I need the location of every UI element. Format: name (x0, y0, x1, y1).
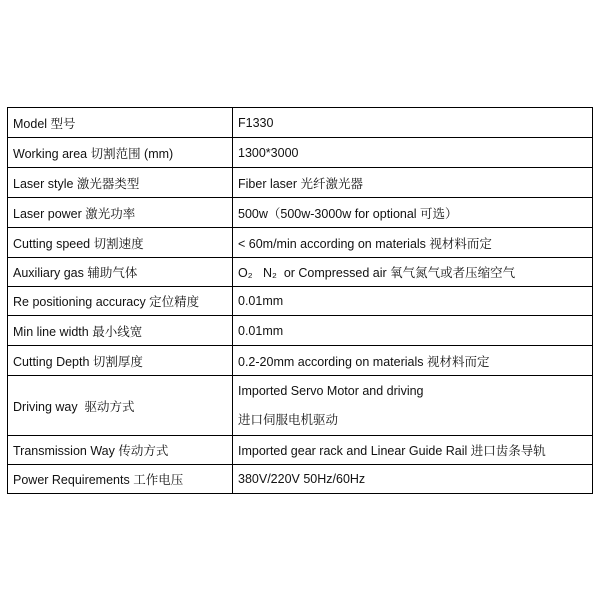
spec-value: 0.01mm (233, 287, 593, 316)
spec-row-laser-style (8, 168, 593, 198)
spec-row-model (8, 108, 593, 138)
spec-value: O₂ N₂ or Compressed air 氧气氮气或者压缩空气 (233, 258, 593, 287)
spec-label: Laser power 激光功率 (8, 198, 233, 228)
spec-value-line: Imported Servo Motor and driving (238, 383, 424, 398)
spec-row-cutting-speed (8, 228, 593, 258)
spec-value (233, 376, 593, 436)
spec-row-positioning-accuracy (8, 287, 593, 316)
spec-value: F1330 (233, 108, 593, 138)
spec-value: 0.01mm (233, 316, 593, 346)
spec-row-laser-power (8, 198, 593, 228)
spec-label: Power Requirements 工作电压 (8, 465, 233, 494)
spec-table (7, 107, 593, 494)
spec-label: Re positioning accuracy 定位精度 (8, 287, 233, 316)
spec-label: Cutting speed 切割速度 (8, 228, 233, 258)
spec-label: Auxiliary gas 辅助气体 (8, 258, 233, 287)
spec-row-working-area (8, 138, 593, 168)
spec-value-line: 进口伺服电机驱动 (238, 412, 339, 427)
spec-label: Laser style 激光器类型 (8, 168, 233, 198)
spec-row-cutting-depth (8, 346, 593, 376)
spec-label: Transmission Way 传动方式 (8, 436, 233, 465)
spec-value: < 60m/min according on materials 视材料而定 (233, 228, 593, 258)
spec-row-power-requirements (8, 465, 593, 494)
spec-label: Cutting Depth 切割厚度 (8, 346, 233, 376)
spec-row-transmission-way (8, 436, 593, 465)
spec-value: Fiber laser 光纤激光器 (233, 168, 593, 198)
spec-value: 0.2-20mm according on materials 视材料而定 (233, 346, 593, 376)
spec-label: Working area 切割范围 (mm) (8, 138, 233, 168)
spec-value: 1300*3000 (233, 138, 593, 168)
spec-value: Imported gear rack and Linear Guide Rail 进口齿条导轨 (233, 436, 593, 465)
spec-label: Min line width 最小线宽 (8, 316, 233, 346)
spec-value: 500w（500w-3000w for optional 可选） (233, 198, 593, 228)
spec-row-min-line-width (8, 316, 593, 346)
spec-row-driving-way (8, 376, 593, 436)
spec-row-auxiliary-gas (8, 258, 593, 287)
spec-label: Model 型号 (8, 108, 233, 138)
spec-label: Driving way 驱动方式 (8, 376, 233, 436)
spec-value: 380V/220V 50Hz/60Hz (233, 465, 593, 494)
